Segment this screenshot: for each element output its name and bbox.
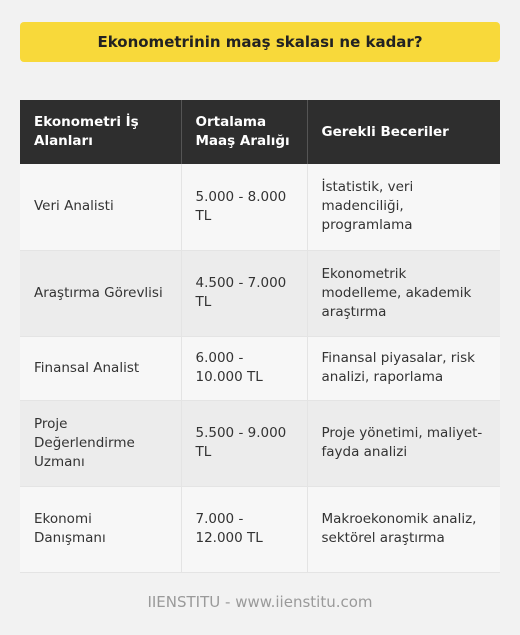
cell-salary: 5.500 - 9.000 TL	[181, 400, 307, 486]
cell-job-area: Ekonomi Danışmanı	[20, 486, 181, 572]
cell-job-area: Proje Değerlendirme Uzmanı	[20, 400, 181, 486]
cell-job-area: Veri Analisti	[20, 164, 181, 250]
cell-salary: 5.000 - 8.000 TL	[181, 164, 307, 250]
footer-watermark: IIENSTITU - www.iienstitu.com	[147, 593, 373, 611]
cell-skills: İstatistik, veri madenciliği, programlama	[307, 164, 500, 250]
table-row	[20, 486, 500, 572]
table-row	[20, 336, 500, 400]
cell-salary: 7.000 - 12.000 TL	[181, 486, 307, 572]
cell-job-area: Araştırma Görevlisi	[20, 250, 181, 336]
table-row	[20, 400, 500, 486]
cell-skills: Proje yönetimi, maliyet-fayda analizi	[307, 400, 500, 486]
cell-salary: 4.500 - 7.000 TL	[181, 250, 307, 336]
table-row	[20, 250, 500, 336]
cell-skills: Ekonometrik modelleme, akademik araştırma	[307, 250, 500, 336]
column-header-job-areas: Ekonometri İş Alanları	[20, 100, 181, 164]
table-header-row	[20, 100, 500, 164]
cell-salary: 6.000 - 10.000 TL	[181, 336, 307, 400]
column-header-skills: Gerekli Beceriler	[307, 100, 500, 164]
table-row	[20, 164, 500, 250]
cell-job-area: Finansal Analist	[20, 336, 181, 400]
cell-skills: Makroekonomik analiz, sektörel araştırma	[307, 486, 500, 572]
cell-skills: Finansal piyasalar, risk analizi, raporlama	[307, 336, 500, 400]
salary-table	[20, 100, 500, 573]
page-title: Ekonometrinin maaş skalası ne kadar?	[20, 22, 500, 62]
column-header-salary-range: Ortalama Maaş Aralığı	[181, 100, 307, 164]
